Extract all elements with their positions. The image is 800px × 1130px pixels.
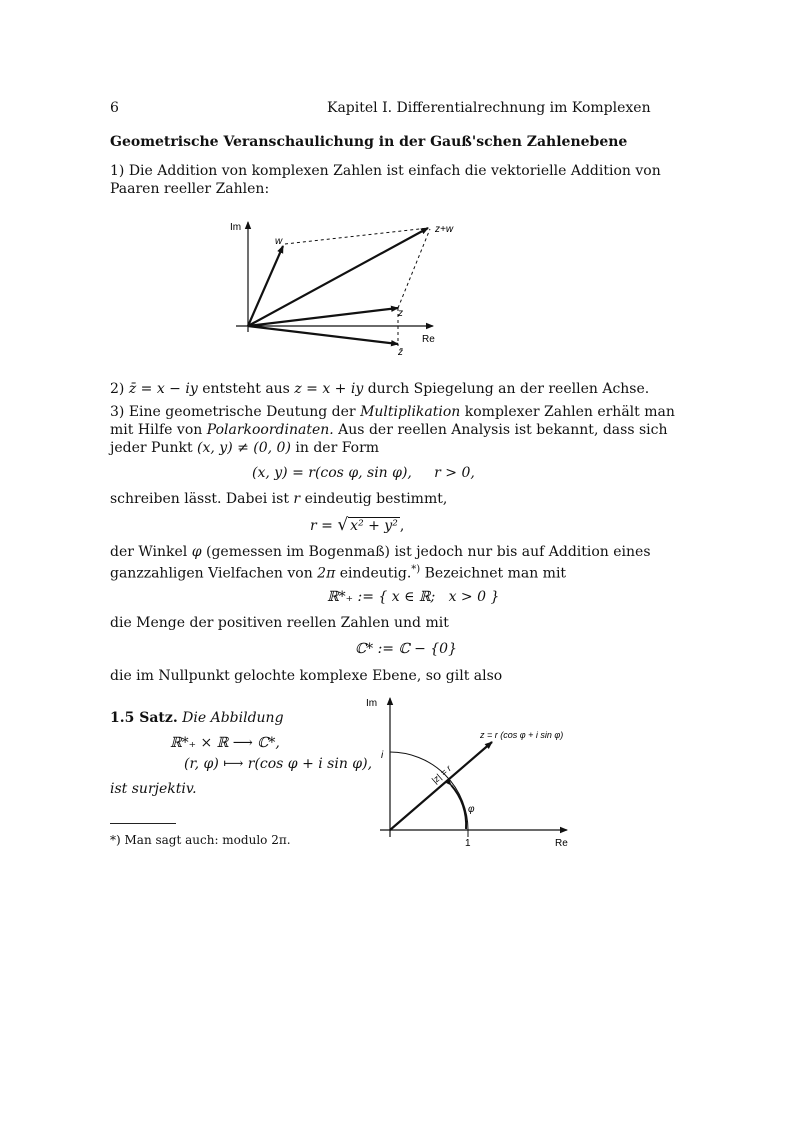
p3-point-formula: (x, y) ≠ (0, 0): [197, 440, 291, 456]
fig1-im-label: Im: [230, 222, 242, 233]
p5-l2-c: eindeutig.: [335, 565, 412, 582]
theorem-map-line-1: ℝ*₊ × ℝ ⟶ ℂ*,: [170, 735, 280, 751]
p4-c: eindeutig bestimmt,: [300, 491, 448, 507]
footnote-rule: [110, 823, 176, 824]
vector-w: [248, 246, 283, 326]
p5-l1-c: (gemessen im Bogenmaß) ist jedoch nur bis auf Addition eines: [201, 544, 651, 560]
p2-text-2: durch Spiegelung an der reellen Achse.: [363, 381, 650, 397]
p4-r: r: [293, 491, 301, 507]
footnote: *) Man sagt auch: modulo 2π.: [110, 833, 291, 847]
paragraph-1-line-2: Paaren reeller Zahlen:: [110, 181, 270, 197]
fig2-one-label: 1: [465, 838, 471, 849]
p4-a: schreiben lässt. Dabei ist: [110, 491, 294, 507]
p5-l2-a: ganzzahligen Vielfachen von: [110, 565, 318, 582]
p2-z-formula: z = x + iy: [294, 381, 364, 397]
vector-z-conjugate: [248, 326, 398, 344]
fig2-re-label: Re: [555, 838, 568, 849]
fig2-im-label: Im: [366, 698, 378, 709]
p2-prefix: 2): [110, 381, 129, 397]
equation-positive-reals: ℝ*₊ := { x ∈ ℝ; x > 0 }: [327, 589, 500, 605]
fig2-i-label: i: [381, 750, 384, 761]
fig1-re-label: Re: [422, 334, 435, 345]
p3-l1-c: komplexer Zahlen erhält man: [460, 404, 675, 420]
fig1-zbar-label: z̄: [398, 347, 403, 358]
p3-polarkoordinaten: Polarkoordinaten.: [206, 422, 334, 438]
paragraph-3-line-3: [110, 439, 379, 457]
p3-l2-a: mit Hilfe von: [110, 422, 207, 438]
p5-l2-d: Bezeichnet man mit: [420, 565, 567, 582]
fig2-z-label: z = r (cos φ + i sin φ): [480, 730, 564, 740]
p5-two-pi: 2π: [317, 565, 336, 582]
p3-l3-a: jeder Punkt: [110, 440, 198, 456]
paragraph-5-line-1: [110, 543, 651, 561]
paragraph-2: [110, 380, 649, 398]
paragraph-1-line-1: 1) Die Addition von komplexen Zahlen ist einfach die vektorielle Addition von: [110, 163, 661, 179]
running-title: Kapitel I. Differentialrechnung im Komplexen: [327, 100, 651, 116]
p3-l1-a: 3) Eine geometrische Deutung der: [110, 404, 361, 420]
equation-radius: [310, 516, 404, 535]
paragraph-3-line-2: [110, 421, 668, 439]
polar-coordinates-figure: [362, 692, 577, 852]
fig2-abs-label: |z| = r: [429, 763, 454, 786]
theorem-intro: Die Abbildung: [177, 710, 284, 726]
angle-arc: [451, 785, 466, 829]
p5-phi: φ: [191, 544, 202, 560]
eq2-lhs: r =: [310, 518, 338, 534]
p3-multiplikation: Multiplikation: [360, 404, 461, 420]
p2-conjugate-formula: z̄ = x − iy: [128, 381, 198, 397]
eq2-radicand: x² + y²: [350, 518, 398, 534]
paragraph-6: die Menge der positiven reellen Zahlen und mit: [110, 615, 449, 631]
paragraph-3-line-1: [110, 403, 675, 421]
dashed-w-to-sum: [285, 228, 428, 244]
fig1-sum-label: z+w: [435, 224, 454, 235]
paragraph-5-line-2: [110, 561, 566, 583]
equation-polar-form: (x, y) = r(cos φ, sin φ), r > 0,: [252, 465, 475, 481]
vector-addition-figure: [228, 214, 458, 359]
p2-text-1: entsteht aus: [197, 381, 295, 397]
vector-z: [248, 308, 398, 326]
p3-l3-c: in der Form: [290, 440, 380, 456]
p3-l2-c: Aus der reellen Analysis ist bekannt, dass sich: [333, 422, 668, 438]
fig1-z-label: z: [398, 308, 403, 319]
p5-l1-a: der Winkel: [110, 544, 192, 560]
eq2-tail: ,: [399, 518, 405, 534]
fig2-phi-label: φ: [468, 804, 475, 815]
footnote-marker: *): [411, 564, 421, 575]
theorem-label: 1.5 Satz.: [110, 710, 178, 726]
theorem-conclusion: ist surjektiv.: [110, 781, 197, 797]
fig1-w-label: w: [275, 236, 283, 247]
theorem-heading: [110, 709, 284, 727]
vector-z-polar: [390, 742, 492, 830]
equation-punctured-plane: ℂ* := ℂ − {0}: [355, 641, 457, 657]
section-title: Geometrische Veranschaulichung in der Gauß'schen Zahlenebene: [110, 134, 628, 150]
sqrt-sign: √: [337, 515, 349, 535]
paragraph-7: die im Nullpunkt gelochte komplexe Ebene, so gilt also: [110, 668, 503, 684]
paragraph-4: [110, 490, 447, 508]
theorem-map-line-2: (r, φ) ⟼ r(cos φ + i sin φ),: [184, 756, 373, 772]
page-number: 6: [110, 100, 119, 116]
